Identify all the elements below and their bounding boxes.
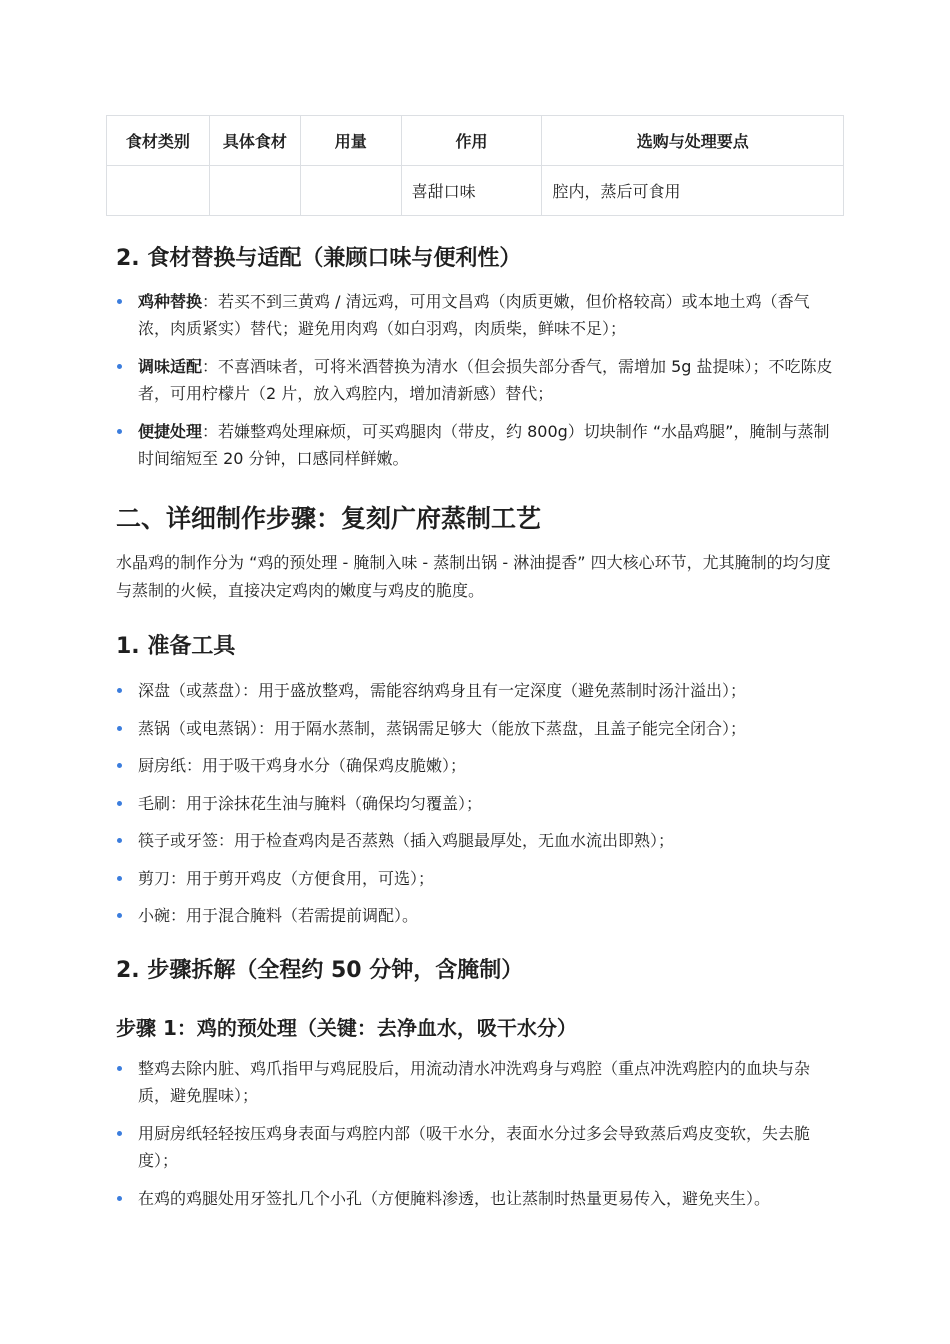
section-heading-tools: 1. 准备工具 — [116, 634, 236, 659]
list-item — [116, 1185, 834, 1212]
bullet-dot-icon — [117, 429, 122, 434]
item-text: 小碗：用于混合腌料（若需提前调配）。 — [138, 906, 419, 925]
bullet-dot-icon — [117, 913, 122, 918]
item-label: 调味适配 — [138, 357, 203, 376]
table-header-row — [107, 116, 844, 166]
item-text: 深盘（或蒸盘）：用于盛放整鸡，需能容纳鸡身且有一定深度（避免蒸制时汤汁溢出）； — [138, 681, 747, 700]
substitution-list — [116, 288, 834, 472]
list-item — [116, 902, 834, 929]
bullet-dot-icon — [117, 1131, 122, 1136]
step1-list — [116, 1055, 834, 1212]
list-item — [116, 752, 834, 779]
tools-list — [116, 677, 834, 929]
list-item — [116, 865, 834, 892]
bullet-dot-icon — [117, 1196, 122, 1201]
item-text: ：不喜酒味者，可将米酒替换为清水（但会损失部分香气，需增加 5g 盐提味）；不吃陈皮者，可用柠檬片（2 片，放入鸡腔内，增加清新感）替代； — [138, 357, 833, 403]
list-item — [116, 353, 834, 407]
list-item — [116, 790, 834, 817]
steps-intro: 水晶鸡的制作分为 “鸡的预处理 - 腌制入味 - 蒸制出锅 - 淋油提香” 四大核心环节，尤其腌制的均匀度与蒸制的火候，直接决定鸡肉的嫩度与鸡皮的脆度。 — [116, 553, 831, 600]
table-header-cell: 用量 — [300, 116, 401, 166]
table-cell: 腔内，蒸后可食用 — [542, 166, 844, 216]
ingredients-table — [106, 115, 844, 216]
item-text: 筷子或牙签：用于检查鸡肉是否蒸熟（插入鸡腿最厚处，无血水流出即熟）； — [138, 831, 675, 850]
table-header-cell: 食材类别 — [107, 116, 210, 166]
table-cell — [300, 166, 401, 216]
item-text: 整鸡去除内脏、鸡爪指甲与鸡屁股后，用流动清水冲洗鸡身与鸡腔（重点冲洗鸡腔内的血块与杂质，避免腥味）； — [138, 1059, 811, 1105]
bullet-dot-icon — [117, 299, 122, 304]
bullet-dot-icon — [117, 838, 122, 843]
table-cell: 喜甜口味 — [401, 166, 542, 216]
bullet-dot-icon — [117, 876, 122, 881]
list-item — [116, 677, 834, 704]
item-text: ：若嫌整鸡处理麻烦，可买鸡腿肉（带皮，约 800g）切块制作 “水晶鸡腿”，腌制与蒸制时间缩短至 20 分钟，口感同样鲜嫩。 — [138, 422, 830, 468]
table-header-cell: 具体食材 — [209, 116, 300, 166]
bullet-dot-icon — [117, 763, 122, 768]
item-text: 在鸡的鸡腿处用牙签扎几个小孔（方便腌料渗透，也让蒸制时热量更易传入，避免夹生）。 — [138, 1189, 771, 1208]
table-row — [107, 166, 844, 216]
section-heading-steps: 二、详细制作步骤：复刻广府蒸制工艺 — [116, 504, 542, 533]
table-cell — [209, 166, 300, 216]
item-text: 用厨房纸轻轻按压鸡身表面与鸡腔内部（吸干水分，表面水分过多会导致蒸后鸡皮变软，失去脆度）； — [138, 1124, 811, 1170]
item-text: 厨房纸：用于吸干鸡身水分（确保鸡皮脆嫩）； — [138, 756, 467, 775]
table-header-cell: 作用 — [401, 116, 542, 166]
item-label: 鸡种替换 — [138, 292, 203, 311]
bullet-dot-icon — [117, 801, 122, 806]
bullet-dot-icon — [117, 1066, 122, 1071]
list-item — [116, 1120, 834, 1174]
item-label: 便捷处理 — [138, 422, 203, 441]
table-cell — [107, 166, 210, 216]
item-text: 剪刀：用于剪开鸡皮（方便食用，可选）； — [138, 868, 435, 888]
step1-heading: 步骤 1：鸡的预处理（关键：去净血水，吸干水分） — [116, 1016, 577, 1040]
section-heading-substitution: 2. 食材替换与适配（兼顾口味与便利性） — [116, 246, 522, 271]
list-item — [116, 827, 834, 854]
section-heading-breakdown: 2. 步骤拆解（全程约 50 分钟，含腌制） — [116, 958, 524, 983]
bullet-dot-icon — [117, 688, 122, 693]
item-text: 蒸锅（或电蒸锅）：用于隔水蒸制，蒸锅需足够大（能放下蒸盘，且盖子能完全闭合）； — [138, 718, 747, 738]
table-header-cell: 选购与处理要点 — [542, 116, 844, 166]
list-item — [116, 1055, 834, 1109]
bullet-dot-icon — [117, 726, 122, 731]
list-item — [116, 288, 834, 342]
list-item — [116, 418, 834, 472]
item-text: ：若买不到三黄鸡 / 清远鸡，可用文昌鸡（肉质更嫩，但价格较高）或本地土鸡（香气浓，肉质紧实）替代；避免用肉鸡（如白羽鸡，肉质柴，鲜味不足）； — [138, 292, 810, 338]
item-text: 毛刷：用于涂抹花生油与腌料（确保均匀覆盖）； — [138, 793, 483, 813]
bullet-dot-icon — [117, 364, 122, 369]
list-item — [116, 715, 834, 742]
